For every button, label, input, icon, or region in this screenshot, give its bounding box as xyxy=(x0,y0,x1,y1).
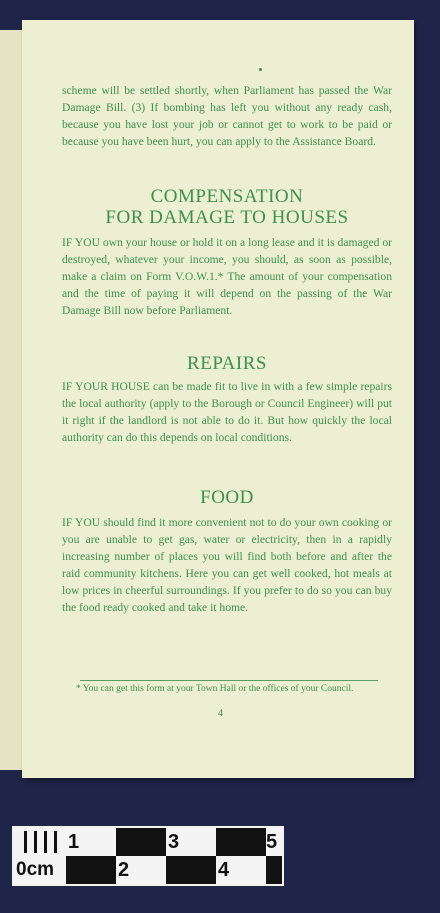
ruler-tick xyxy=(54,831,57,853)
ruler-tick xyxy=(34,831,37,853)
ink-mark xyxy=(259,68,262,71)
ruler-cell xyxy=(66,856,116,884)
compensation-heading-line2: FOR DAMAGE TO HOUSES xyxy=(105,207,349,228)
footnote: * You can get this form at your Town Hall or the offices of your Council. xyxy=(76,684,354,694)
repairs-text: IF YOUR HOUSE can be made fit to live in with a few simple repairs the local authority (apply to the Borough or Council Engineer) will put it right if the landlord is not able to do it. But how quickly the local authority can do this depends on local conditions. xyxy=(62,380,392,444)
leaflet-page xyxy=(22,20,414,778)
ruler-unit-label: 0cm xyxy=(16,859,55,880)
adjacent-page-edge xyxy=(0,30,23,770)
ruler-label-1: 1 xyxy=(68,831,80,853)
ruler-cell xyxy=(14,828,66,856)
repairs-heading: REPAIRS xyxy=(187,353,267,374)
ruler-label-4: 4 xyxy=(218,859,230,881)
ruler-cell xyxy=(216,828,266,856)
page-number: 4 xyxy=(218,708,223,719)
footnote-rule xyxy=(80,680,378,681)
ruler-label-2: 2 xyxy=(118,859,130,881)
top-paragraph: scheme will be settled shortly, when Parliament has passed the War Damage Bill. (3) If bombing has left you without any ready cash, because you have lost your job or cannot get to work to be paid or because you have been hurt, you can apply to the Assistance Board. xyxy=(62,84,392,148)
food-heading: FOOD xyxy=(200,487,254,508)
ruler-cell xyxy=(266,856,282,884)
ruler-label-5: 5 xyxy=(266,831,278,853)
ruler-cell xyxy=(166,856,216,884)
scale-ruler xyxy=(12,826,284,886)
ruler-cell xyxy=(116,828,166,856)
food-text: IF YOU should find it more convenient not to do your own cooking or you are unable to get gas, water or electricity, then in a rapidly increasing number of places you will find both before and after the raid community kitchens. Here you can get well cooked, hot meals at low prices in cheerful surroundings. If you prefer to do so you can buy the food ready cooked and take it home. xyxy=(62,516,392,614)
compensation-heading-line1: COMPENSATION xyxy=(150,186,304,207)
ruler-label-3: 3 xyxy=(168,831,180,853)
ruler-tick xyxy=(24,831,27,853)
ruler-tick xyxy=(44,831,47,853)
compensation-text: IF YOU own your house or hold it on a long lease and it is damaged or destroyed, whatever your income, you should, as soon as possible, make a claim on Form V.O.W.1.* The amount of your compensation and the time of paying it will depend on the passing of the War Damage Bill now before Parliament. xyxy=(62,236,392,317)
